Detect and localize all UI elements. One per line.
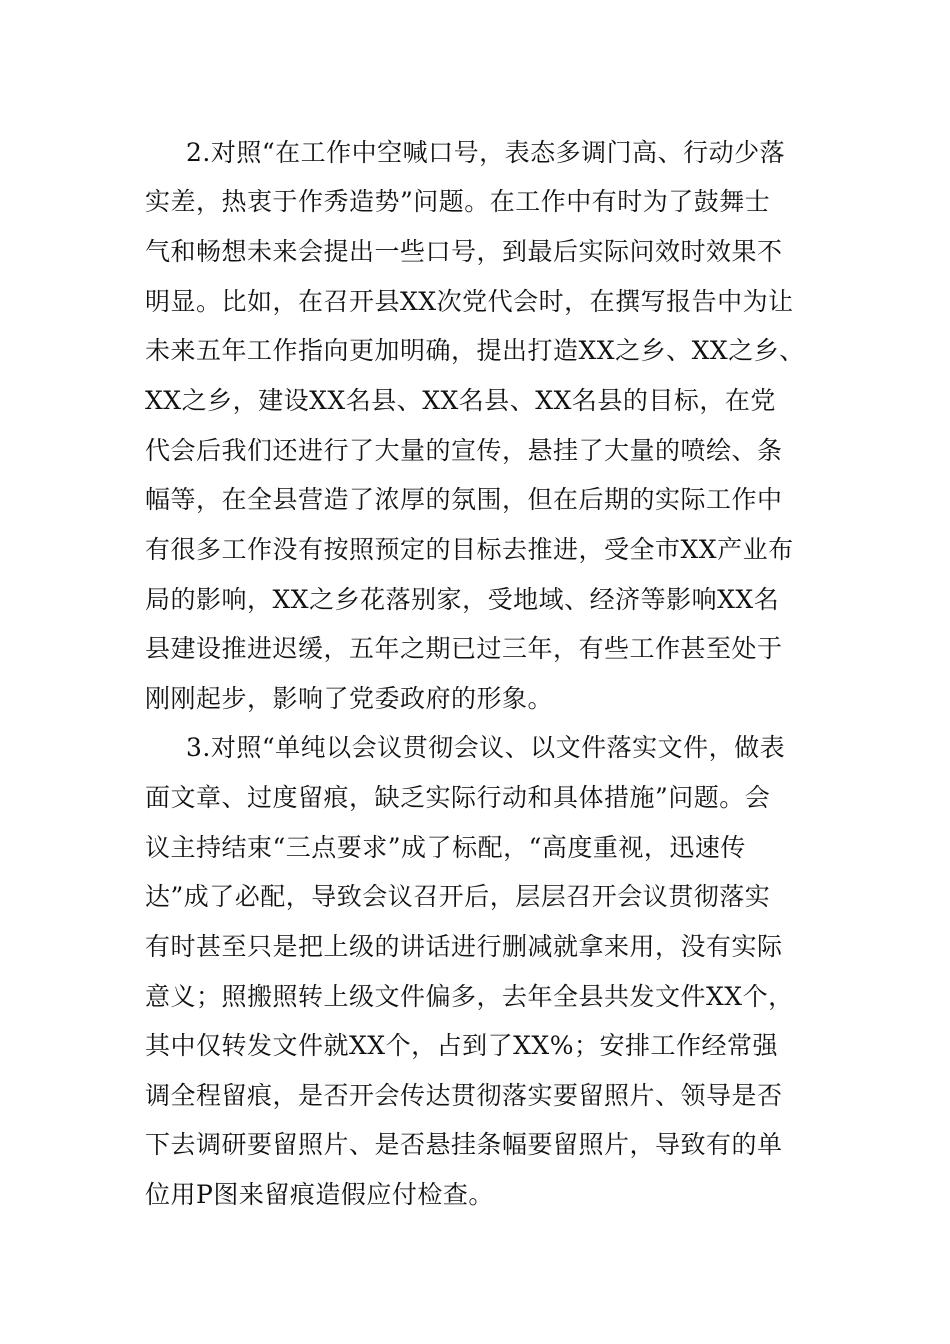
paragraph-2-line-8: 幅等，在全县营造了浓厚的氛围，但在后期的实际工作中 bbox=[145, 485, 783, 514]
paragraph-2-line-1: 2.对照“在工作中空喊口号，表态多调门高、行动少落 bbox=[186, 138, 786, 167]
paragraph-3-line-6: 意义；照搬照转上级文件偏多，去年全县共发文件XX个， bbox=[145, 982, 794, 1011]
paragraph-3-line-1: 3.对照“单纯以会议贯彻会议、以文件落实文件，做表 bbox=[186, 733, 786, 762]
paragraph-3-line-8: 调全程留痕，是否开会传达贯彻落实要留照片、领导是否 bbox=[145, 1081, 783, 1110]
paragraph-2-line-12: 刚刚起步，影响了党委政府的形象。 bbox=[145, 684, 554, 713]
paragraph-3-line-3: 议主持结束“三点要求”成了标配，“高度重视，迅速传 bbox=[145, 833, 746, 862]
paragraph-2-line-10: 局的影响，XX之乡花落别家，受地域、经济等影响XX名 bbox=[145, 585, 780, 614]
paragraph-3-line-4: 达”成了必配，导致会议召开后，层层召开会议贯彻落实 bbox=[145, 882, 771, 911]
paragraph-2-line-7: 代会后我们还进行了大量的宣传，悬挂了大量的喷绘、条 bbox=[145, 436, 783, 465]
paragraph-2-line-3: 气和畅想未来会提出一些口号，到最后实际问效时效果不 bbox=[145, 237, 783, 266]
paragraph-2-line-6: XX之乡，建设XX名县、XX名县、XX名县的目标，在党 bbox=[145, 386, 776, 415]
paragraph-2-line-5: 未来五年工作指向更加明确，提出打造XX之乡、XX之乡、 bbox=[145, 336, 805, 365]
paragraph-2-line-11: 县建设推进迟缓，五年之期已过三年，有些工作甚至处于 bbox=[145, 634, 783, 663]
paragraph-3-line-5: 有时甚至只是把上级的讲话进行删减就拿来用，没有实际 bbox=[145, 932, 783, 961]
paragraph-3-line-2: 面文章、过度留痕，缺乏实际行动和具体措施”问题。会 bbox=[145, 783, 771, 812]
paragraph-2-line-9: 有很多工作没有按照预定的目标去推进，受全市XX产业布 bbox=[145, 535, 794, 564]
paragraph-2-line-2: 实差，热衷于作秀造势”问题。在工作中有时为了鼓舞士 bbox=[145, 187, 771, 216]
paragraph-2-line-4: 明显。比如，在召开县XX次党代会时，在撰写报告中为让 bbox=[145, 287, 794, 316]
paragraph-3-line-9: 下去调研要留照片、是否悬挂条幅要留照片，导致有的单 bbox=[145, 1130, 783, 1159]
paragraph-3-line-10: 位用P图来留痕造假应付检查。 bbox=[145, 1180, 494, 1209]
paragraph-3-line-7: 其中仅转发文件就XX个，占到了XX%；安排工作经常强 bbox=[145, 1031, 778, 1060]
